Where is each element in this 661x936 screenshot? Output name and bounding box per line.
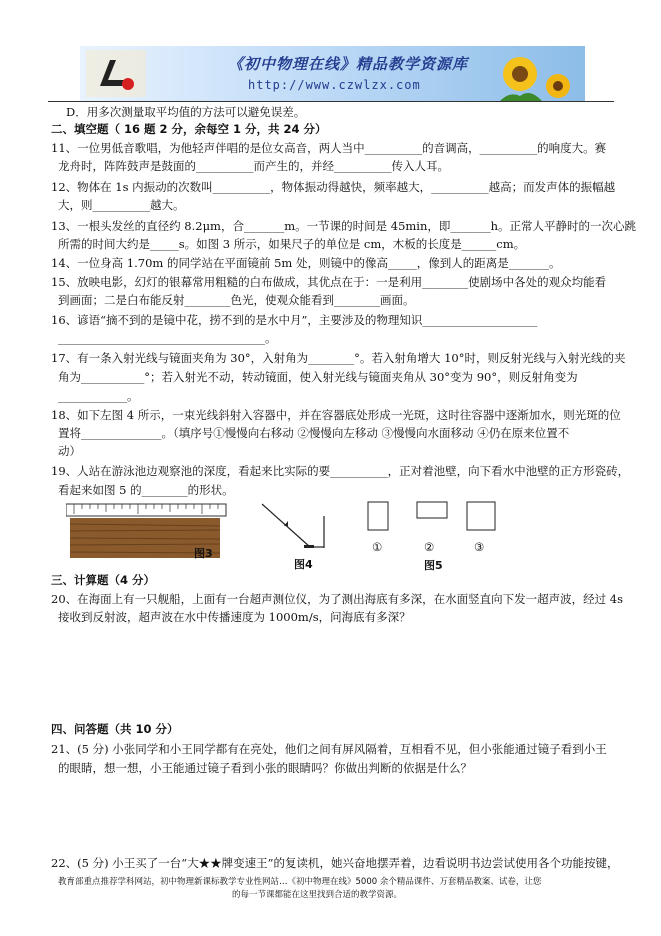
question-19: 19、人站在游泳池边观察池的深度，看起来比实际的要__________，正对着池壁，向下看水中池壁的正方形瓷砖， [51,464,630,478]
section-calculation-heading: 三、计算题（4 分） [51,573,156,587]
figure-5-option-3: ③ [474,540,485,554]
figure-4-label: 图4 [294,558,313,571]
figure-5-tiles [365,500,500,536]
figure-5-label: 图5 [424,559,443,572]
question-20-cont: 接收到反射波，超声波在水中传播速度为 1000m/s，问海底有多深？ [58,610,411,624]
question-19-cont: 看起来如图 5 的________的形状。 [58,483,234,497]
section-qa-heading: 四、问答题（共 10 分） [51,722,179,736]
question-21: 21、(5 分) 小张同学和小王同学都有在亮处，他们之间有屏风隔着，互相看不见，但小张能通过镜子看到小王 [51,742,607,756]
question-17-cont: 角为___________°；若入射光不动，转动镜面，使入射光线与镜面夹角从 30°变为 90°，则反射角变为 [58,370,578,384]
question-11: 11、一位男低音歌唱，为他轻声伴唱的是位女高音，两人当中__________的音调高，__________的响度大。赛 [51,141,607,155]
question-13-cont: 所需的时间大约是_____s。如图 3 所示，如果尺子的单位是 cm，木板的长度是______cm。 [58,237,526,251]
question-18-cont2: 动） [58,444,81,458]
banner-url: http://www.czwlzx.com [248,78,421,92]
option-d: D．用多次测量取平均值的方法可以避免误差。 [66,105,306,119]
question-17: 17、有一条入射光线与镜面夹角为 30°，入射角为________°。若入射角增大 10°时，则反射光线与入射光线的夹 [51,351,626,365]
question-18: 18、如下左图 4 所示，一束光线斜射入容器中，并在容器底处形成一光斑，这时往容器中逐渐加水，则光斑的位 [51,408,621,422]
figure-3-label: 图3 [194,547,213,560]
question-17-cont2: ____________。 [58,389,139,403]
footer-line-1: 教育部重点推荐学科网站，初中物理新课标教学专业性网站…《初中物理在线》5000 余个精品课件、万套精品教案、试卷，让您 [58,877,542,887]
question-11-cont: 龙舟时，阵阵鼓声是鼓面的__________而产生的，并经__________传入人耳。 [58,159,449,173]
figure-5-option-2: ② [424,540,435,554]
banner-title: 《初中物理在线》精品教学资源库 [228,55,469,73]
question-18-cont: 置将______________。（填序号①慢慢向右移动 ②慢慢向左移动 ③慢慢向水面移动 ④仍在原来位置不 [58,426,570,440]
question-16: 16、谚语“摘不到的是镜中花，捞不到的是水中月”，主要涉及的物理知识____________________ [51,313,538,327]
figure-5-option-1: ① [372,540,383,554]
question-15-cont: 到画面；二是白布能反射________色光，使观众能看到________画面。 [58,293,415,307]
question-15: 15、放映电影，幻灯的银幕常用粗糙的白布做成，其优点在于：一是利用________使剧场中各处的观众均能看 [51,275,607,289]
question-16-cont: ____________________________________。 [58,331,277,345]
question-20: 20、在海面上有一只舰船，上面有一台超声测位仪，为了测出海底有多深，在水面竖直向下发一超声波，经过 4s [51,592,624,606]
figure-4-container [258,502,330,552]
question-13: 13、一根头发丝的直径约 8.2μm，合_______m。一节课的时间是 45min，即_______h。正常人平静时的一次心跳 [51,219,637,233]
question-12: 12、物体在 1s 内振动的次数叫__________，物体振动得越快，频率越大，__________越高；而发声体的振幅越 [51,180,616,194]
header-banner [80,46,585,101]
question-22: 22、(5 分) 小王买了一台“大★★牌变速王”的复读机，她兴奋地摆弄着，边看说明书边尝试使用各个功能按键， [51,856,619,870]
section-fill-blank-heading: 二、填空题（ 16 题 2 分，余每空 1 分，共 24 分） [51,122,327,136]
header-rule [48,101,614,102]
question-14: 14、一位身高 1.70m 的同学站在平面镜前 5m 处，则镜中的像高_____，像到人的距离是_______。 [51,256,561,270]
question-21-cont: 的眼睛，想一想，小王能通过镜子看到小张的眼睛吗？你做出判断的依据是什么？ [58,761,472,775]
question-12-cont: 大，则__________越大。 [58,198,185,212]
footer-line-2: 的每一节课都能在这里找到合适的教学资源。 [232,890,403,900]
